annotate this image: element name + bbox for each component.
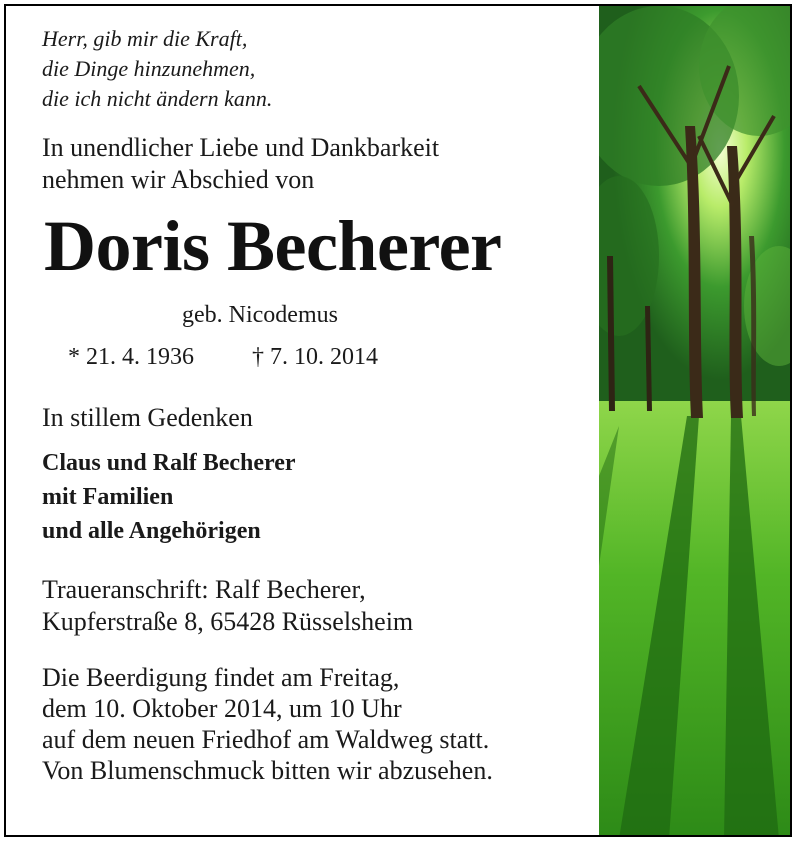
family-line: und alle Angehörigen (42, 518, 261, 544)
quote-line: die Dinge hinzunehmen, (42, 56, 256, 81)
memory-text: In stillem Gedenken (42, 403, 253, 432)
family-line: mit Familien (42, 484, 174, 510)
quote-line: Herr, gib mir die Kraft, (42, 26, 248, 51)
funeral-line: auf dem neuen Friedhof am Waldweg statt. (42, 725, 490, 754)
obituary-notice (4, 4, 792, 837)
death-date: † 7. 10. 2014 (252, 344, 378, 370)
text-column (42, 24, 602, 786)
address-line: Kupferstraße 8, 65428 Rüsselsheim (42, 607, 414, 636)
intro-line: nehmen wir Abschied von (42, 165, 315, 194)
birth-date: * 21. 4. 1936 (68, 344, 194, 370)
birth-name: geb. Nicodemus (182, 302, 338, 328)
funeral-line: Die Beerdigung findet am Freitag, (42, 663, 400, 692)
quote (42, 24, 602, 114)
life-dates (68, 342, 602, 372)
address-line: Traueranschrift: Ralf Becherer, (42, 575, 366, 604)
funeral-line: Von Blumenschmuck bitten wir abzusehen. (42, 756, 493, 785)
deceased-name: Doris Becherer (44, 206, 502, 286)
family-line: Claus und Ralf Becherer (42, 450, 296, 476)
funeral-info (42, 662, 602, 786)
park-trees-image (599, 6, 792, 837)
intro-line: In unendlicher Liebe und Dankbarkeit (42, 133, 440, 162)
mourning-address (42, 574, 602, 638)
funeral-line: dem 10. Oktober 2014, um 10 Uhr (42, 694, 402, 723)
quote-line: die ich nicht ändern kann. (42, 86, 273, 111)
intro-text (42, 132, 602, 196)
family-names (42, 446, 602, 548)
